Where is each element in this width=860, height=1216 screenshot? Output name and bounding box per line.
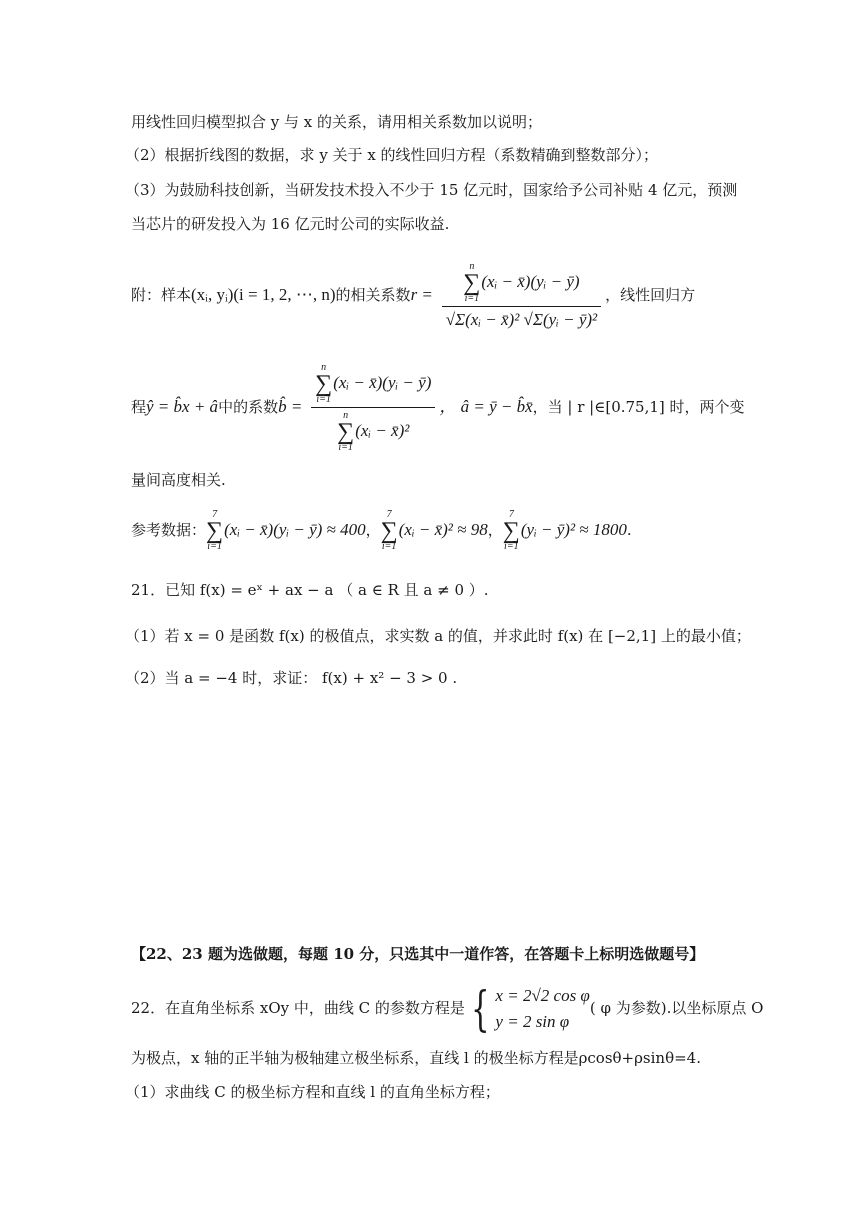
reg-equation: ŷ = b̂x + â — [146, 397, 219, 416]
param-y: y = 2 sin φ — [495, 1012, 570, 1031]
param-x: x = 2√2 cos φ — [495, 986, 590, 1005]
reference-sum-xy: (xᵢ − x̄)(yᵢ − ȳ) ≈ 400 — [224, 520, 366, 539]
sigma-r-num: n ∑ i=1 — [463, 261, 481, 304]
appendix-lead: 附：样本 — [131, 286, 192, 304]
q20-continuation: 用线性回归模型拟合 y 与 x 的关系，请用相关系数加以说明； — [131, 113, 543, 131]
appendix-regression — [131, 362, 745, 453]
sigma-ref-1: 7 ∑ i=1 — [206, 509, 224, 552]
q20-part2: （2）根据折线图的数据，求 y 关于 x 的线性回归方程（系数精确到整数部分）； — [125, 146, 659, 164]
sigma-b-den: n ∑ i=1 — [337, 410, 355, 453]
reference-sum-yy: (yᵢ − ȳ)² ≈ 1800 — [520, 520, 627, 539]
appendix-mid: 的相关系数 — [335, 286, 411, 304]
reference-sum-xx: (xᵢ − x̄)² ≈ 98 — [398, 520, 488, 539]
q22-stem-b: ( φ 为参数).以坐标原点 O — [589, 999, 764, 1017]
b-denominator: n ∑ i=1 (xᵢ − x̄)² — [311, 407, 435, 453]
sigma-ref-2: 7 ∑ i=1 — [380, 509, 398, 552]
parametric-system — [495, 983, 589, 1035]
r-fraction — [442, 262, 601, 330]
reference-lead: 参考数据： — [131, 521, 207, 539]
sigma-b-num: n ∑ i=1 — [315, 362, 333, 405]
q22-stem — [131, 980, 763, 1036]
appendix-cond-cont: 量间高度相关. — [131, 471, 226, 489]
appendix-tail: ，线性回归方 — [605, 286, 696, 304]
b-equals: b̂ = — [278, 397, 303, 416]
a-hat-formula: ， â = ȳ − b̂x̄ — [439, 397, 533, 416]
appendix-correlation — [131, 250, 695, 340]
q21-part2: （2）当 a = −4 时，求证： f(x) + x² − 3 > 0 . — [125, 669, 458, 687]
section-header: 【22、23 题为选做题，每题 10 分，只选其中一道作答，在答题卡上标明选做题号】 — [131, 945, 705, 963]
reg-lead: 程 — [131, 398, 147, 416]
q21-stem: 21．已知 f(x) = eˣ + ax − a （ a ∈ R 且 a ≠ 0 ）. — [131, 581, 489, 599]
q22-stem-cont: 为极点，x 轴的正半轴为极轴建立极坐标系，直线 l 的极坐标方程是ρcosθ+ρsinθ=4. — [131, 1049, 701, 1067]
b-numerator: n ∑ i=1 (xᵢ − x̄)(yᵢ − ȳ) — [315, 362, 432, 405]
appendix-sample: (xᵢ, yᵢ)(i = 1, 2, ⋯, n) — [191, 285, 336, 304]
q22-part1: （1）求曲线 C 的极坐标方程和直线 l 的直角坐标方程； — [125, 1083, 500, 1101]
q21-part1: （1）若 x = 0 是函数 f(x) 的极值点，求实数 a 的值，并求此时 f(x) 在 [−2,1] 上的最小值； — [125, 627, 751, 645]
reference-data: 参考数据： 7 ∑ i=1 (xᵢ − x̄)(yᵢ − ȳ) ≈ 400， 7 ∑ i=1 (xᵢ − x̄)² ≈ 98， 7 ∑ i=1 (yᵢ − ȳ)² ≈ 1800. — [131, 509, 632, 552]
condition-text: ，当 | r |∈[0.75,1] 时，两个变 — [532, 398, 745, 416]
sigma-ref-3: 7 ∑ i=1 — [502, 509, 520, 552]
r-denominator: √Σ(xᵢ − x̄)² √Σ(yᵢ − ȳ)² — [442, 306, 601, 330]
q20-part3-cont: 当芯片的研发投入为 16 亿元时公司的实际收益. — [131, 215, 450, 233]
q20-part3: （3）为鼓励科技创新，当研发技术投入不少于 15 亿元时，国家给予公司补贴 4 亿元，预测 — [125, 181, 738, 199]
b-fraction — [311, 363, 435, 453]
q22-stem-a: 22．在直角坐标系 xOy 中，曲线 C 的参数方程是 — [131, 999, 465, 1017]
r-numerator: n ∑ i=1 (xᵢ − x̄)(yᵢ − ȳ) — [463, 261, 580, 304]
reg-mid: 中的系数 — [218, 398, 279, 416]
r-equals: r = — [410, 285, 433, 304]
brace-symbol: { — [470, 981, 490, 1037]
